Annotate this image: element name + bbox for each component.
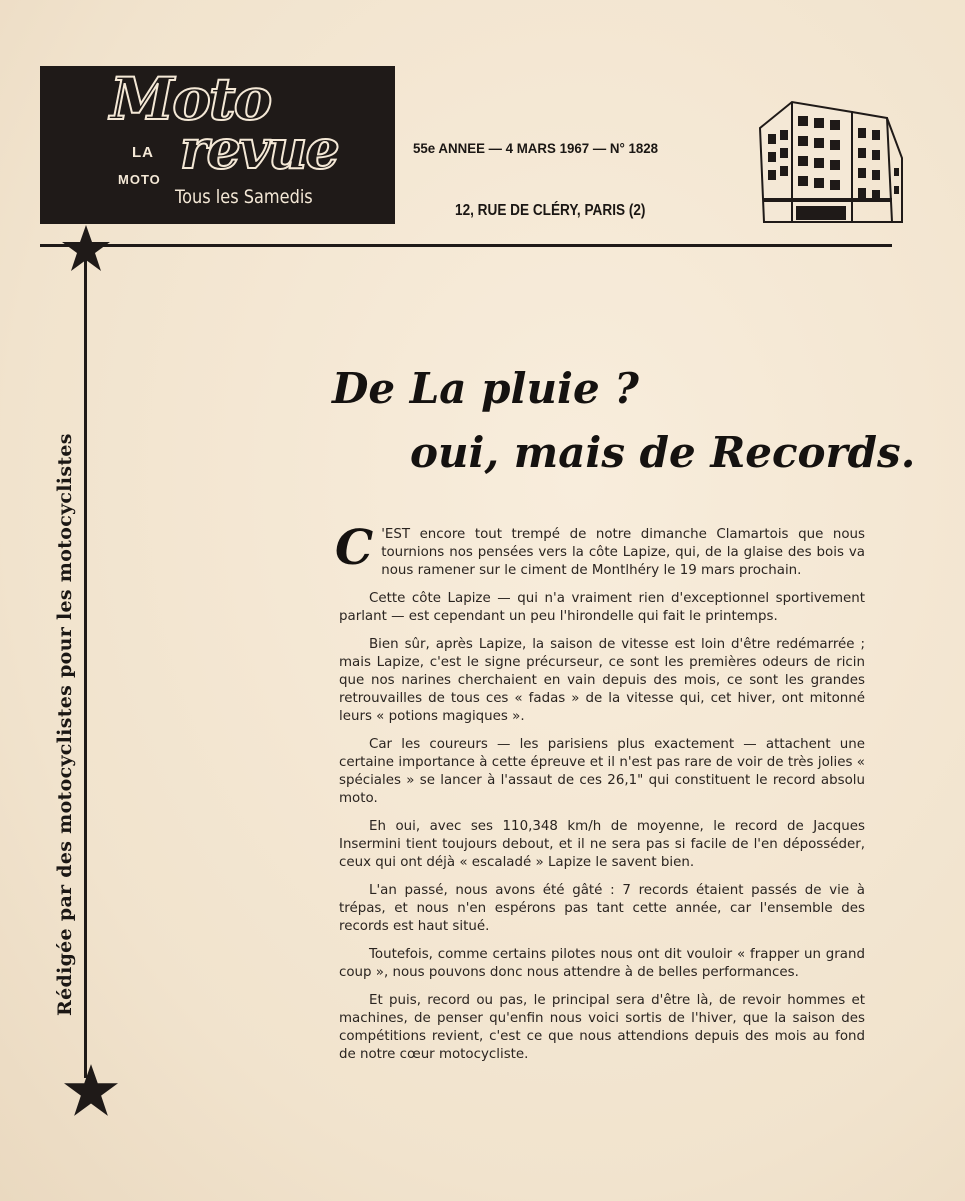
article-paragraph: Eh oui, avec ses 110,348 km/h de moyenne, le record de Jacques Insermini tient toujours debout, et il ne sera pas si facile de l'en déposséder, ceux qui ont déjà « escaladé » Lapize le savent bien. [339,819,865,870]
article-paragraph: Toutefois, comme certains pilotes nous ont dit vouloir « frapper un grand coup », nous pouvons donc nous attendre à de belles performances. [339,947,865,980]
article-paragraph: Et puis, record ou pas, le principal sera d'être là, de revoir hommes et machines, de penser qu'enfin nous voici sortis de l'hiver, que la saison des compétitions revient, c'est ce que nous attendions depuis des mois au fond de notre cœur motocycliste. [339,993,865,1062]
sidebar-vertical-slogan: Rédigée par des motocyclistes pour les motocyclistes [54,433,76,1016]
sidebar-divider [84,258,87,1078]
logo-word-revue: revue [180,117,338,181]
article-paragraph: Bien sûr, après Lapize, la saison de vitesse est loin d'être redémarrée ; mais Lapize, c'est le signe précurseur, ce sont les premières odeurs de ricin que nos narines cherchaient en vain depuis des mois, ce sont les grandes retrouvailles de tous ces « fadas » de la vitesse qui, cet hiver, ont mitonné leurs « potions magiques ». [339,637,865,724]
masthead-logo [40,66,395,224]
article-paragraph: C 'EST encore tout trempé de notre dimanche Clamartois que nous tournions nos pensées vers la côte Lapize, qui, de la glaise des bois va nous ramener sur le ciment de Montlhéry le 19 mars prochain. [335,520,865,578]
star-ornament-icon [64,1064,118,1116]
headline-line-2: oui, mais de Records. [410,428,916,477]
headline-line-1: De La pluie ? [332,364,639,413]
logo-small-moto: MOTO [118,172,161,187]
publisher-address: 12, RUE DE CLÉRY, PARIS (2) [455,202,646,219]
logo-word-moto: Moto [110,65,271,133]
issue-date-line: 55e ANNEE — 4 MARS 1967 — N° 1828 [413,140,659,156]
drop-cap: C [335,520,374,576]
building-illustration [752,98,908,224]
star-ornament-icon [62,225,110,271]
article-paragraph: Cette côte Lapize — qui n'a vraiment rien d'exceptionnel sportivement parlant — est cependant un peu l'hirondelle qui fait le printemps. [339,591,865,624]
article-paragraph: Car les coureurs — les parisiens plus exactement — attachent une certaine importance à cette épreuve et il n'est pas rare de voir de très jolies « spéciales » se lancer à l'assaut de ces 26,1" qui constituent le record absolu moto. [339,737,865,806]
header-divider [40,244,892,247]
logo-small-la: LA [132,144,154,161]
article-paragraph: L'an passé, nous avons été gâté : 7 records étaient passés de vie à trépas, et nous n'en espérons pas tant cette année, car l'ensemble des records est haut situé. [339,883,865,934]
logo-tagline: Tous les Samedis [175,186,313,208]
article-body [335,520,865,1074]
